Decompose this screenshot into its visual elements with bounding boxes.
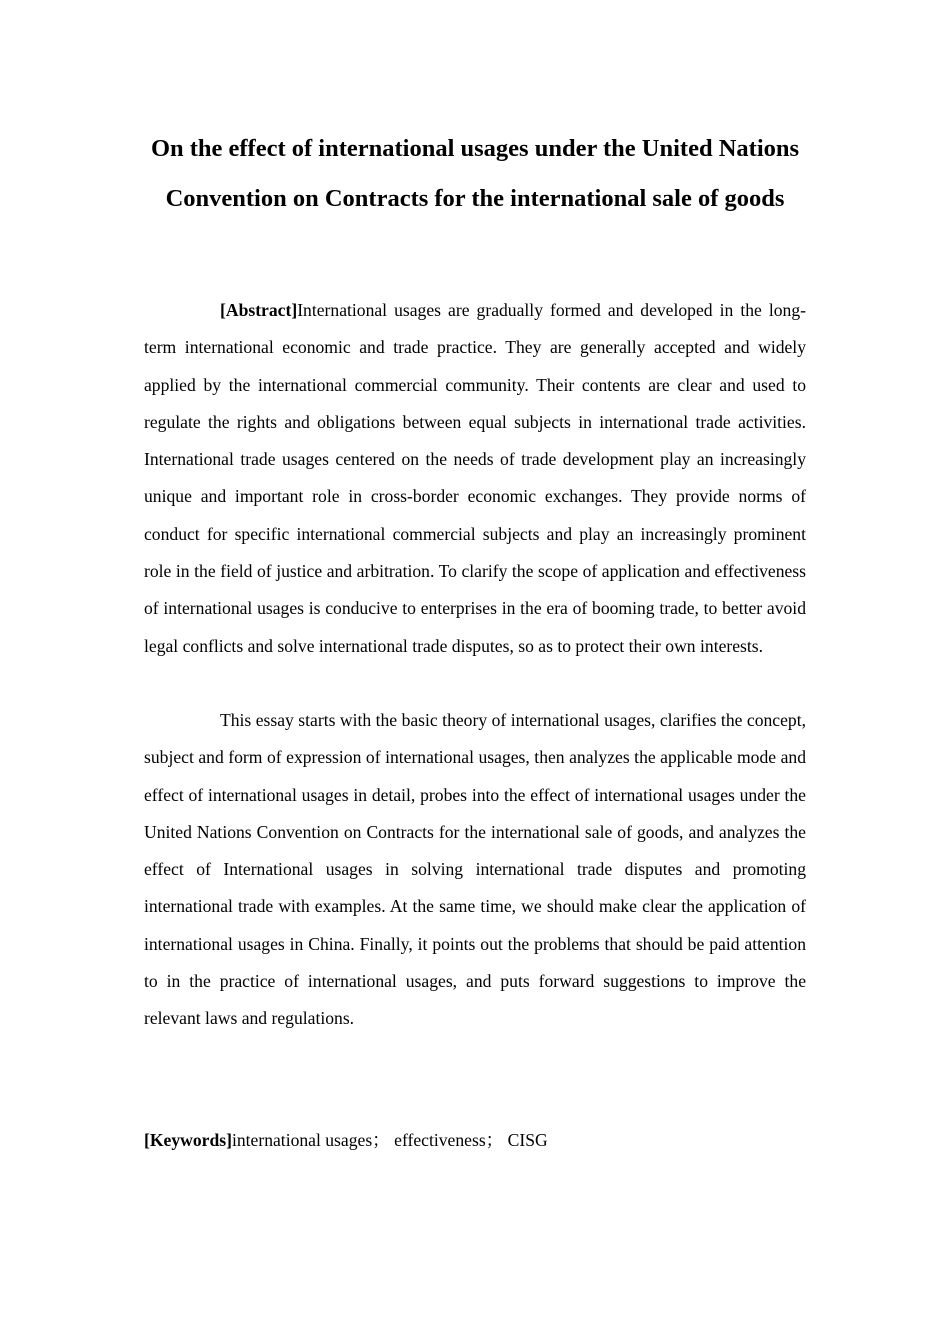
abstract-paragraph-1 [144, 292, 806, 665]
abstract-text-2: This essay starts with the basic theory of international usages, clarifies the concept, subject and form of expression of international usages, then analyzes the applicable mode and effect of international usages in detail, probes into the effect of international usages under the United Nations Convention on Contracts for the international sale of goods, and analyzes the effect of International usages in solving international trade disputes and promoting international trade with examples. At the same time, we should make clear the application of international usages in China. Finally, it points out the problems that should be paid attention to in the practice of international usages, and puts forward suggestions to improve the relevant laws and regulations. [144, 710, 806, 1029]
keywords-text: international usages； effectiveness； CISG [231, 1130, 548, 1150]
abstract-label: [Abstract] [220, 300, 298, 320]
keywords-label: [Keywords] [144, 1130, 232, 1150]
abstract-paragraph-2 [144, 702, 806, 1038]
keywords-line [144, 1122, 806, 1159]
abstract-text-1: International usages are gradually formed and developed in the long-term international economic and trade practice. They are generally accepted and widely applied by the international commercial community. Their contents are clear and used to regulate the rights and obligations between equal subjects in international trade activities. International trade usages centered on the needs of trade development play an increasingly unique and important role in cross-border economic exchanges. They provide norms of conduct for specific international commercial subjects and play an increasingly prominent role in the field of justice and arbitration. To clarify the scope of application and effectiveness of international usages is conducive to enterprises in the era of booming trade, to better avoid legal conflicts and solve international trade disputes, so as to protect their own interests. [144, 300, 806, 656]
paper-title: On the effect of international usages under the United Nations Convention on Contracts for the international sale of goods [150, 135, 800, 212]
